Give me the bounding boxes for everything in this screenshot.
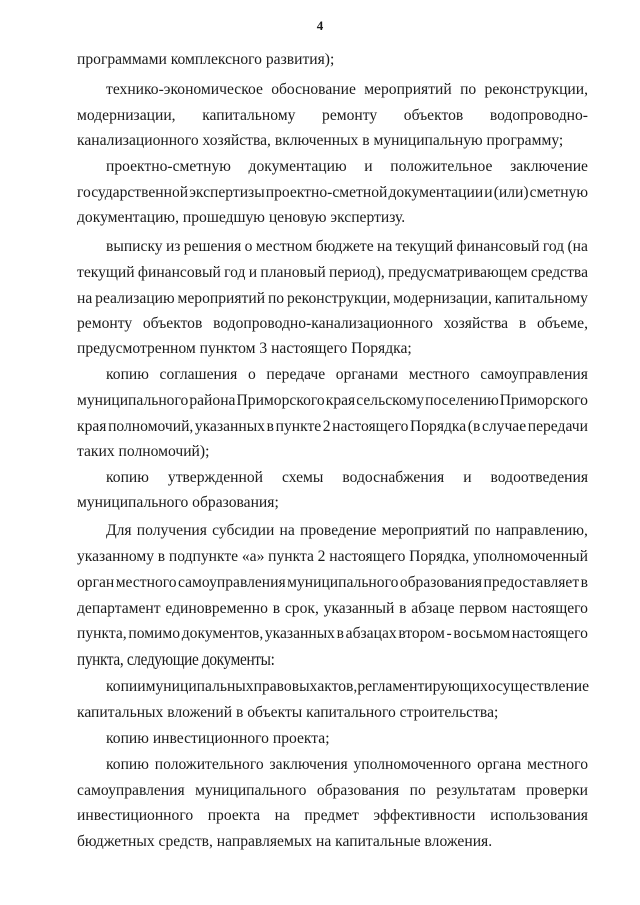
word: проектно-сметную [106, 158, 231, 175]
word: края [325, 392, 356, 409]
word: пункте [275, 418, 322, 435]
word: (на [567, 238, 588, 255]
word: заключения [269, 756, 348, 773]
word: ремонту [77, 315, 133, 332]
word: актов, [317, 678, 358, 695]
word: передачи [527, 418, 588, 435]
text-line [77, 289, 588, 309]
word: пункта, [77, 625, 127, 642]
word: проекта [207, 807, 261, 824]
word: копию [106, 366, 149, 383]
word: финансовый [456, 238, 540, 255]
word: единовременно [165, 600, 268, 617]
word: предмет [304, 807, 359, 824]
word: края [77, 418, 107, 435]
word: Для [106, 522, 132, 539]
text-line [77, 781, 588, 801]
word: средства [530, 264, 588, 281]
word: документов, [181, 625, 264, 642]
word: орган [77, 574, 115, 591]
text-line: капитальных вложений в объекты капитального строительства; [77, 704, 499, 721]
word: осуществление [487, 678, 590, 695]
word: настоящего [332, 418, 409, 435]
text-line [106, 80, 588, 100]
word: использования [490, 807, 588, 824]
word: указанных [194, 418, 266, 435]
word: документации [388, 184, 484, 201]
text-line [106, 677, 588, 697]
word: местного [527, 756, 588, 773]
text-line [106, 237, 588, 257]
word: предусматривающем [388, 264, 528, 281]
word: из [165, 238, 181, 255]
word: субсидии [212, 522, 275, 539]
text-line: предусмотренном пунктом 3 настоящего Порядка; [77, 340, 412, 357]
text-line [77, 417, 588, 437]
word: на [274, 807, 290, 824]
text-line [106, 521, 588, 541]
word: муниципальных [145, 678, 254, 695]
word: хозяйства [443, 315, 509, 332]
text-line [106, 468, 588, 488]
page-number: 4 [316, 18, 324, 33]
word: поселению [425, 392, 499, 409]
word: объектов [142, 315, 203, 332]
word: бюджете [315, 238, 374, 255]
word: правовых [253, 678, 318, 695]
word: проектно-сметной [265, 184, 388, 201]
word: на [77, 290, 93, 307]
word: водоснабжения [342, 469, 445, 486]
word: финансовый [137, 264, 221, 281]
word: в [272, 600, 281, 617]
text-line [77, 263, 588, 283]
word: уполномоченный [473, 548, 588, 565]
word: реализацию [95, 290, 175, 307]
word: капитальному [494, 290, 588, 307]
word: муниципального [195, 782, 307, 799]
word: о [247, 366, 256, 383]
word: на [279, 522, 295, 539]
word: в [580, 574, 588, 591]
word: мероприятий [177, 290, 266, 307]
word: и [463, 469, 472, 486]
word: мероприятий [364, 81, 452, 98]
word: обоснование [271, 81, 356, 98]
word: заключение [510, 158, 588, 175]
word: самоуправления [480, 366, 588, 383]
text-line: копию инвестиционного проекта; [106, 730, 330, 747]
word: указанный [323, 600, 395, 617]
text-line [77, 106, 588, 126]
word: о [244, 238, 253, 255]
word: Приморского [236, 392, 325, 409]
word: реконструкции, [484, 81, 588, 98]
word: модернизации, [393, 290, 492, 307]
word: получения [136, 522, 207, 539]
word: муниципального [77, 392, 189, 409]
word: результатам [436, 782, 516, 799]
text-line [77, 547, 588, 567]
word: выписку [106, 238, 163, 255]
word: абзацах [345, 625, 397, 642]
word: копию [106, 756, 149, 773]
word: 2 [317, 548, 326, 565]
word: восьмом [453, 625, 511, 642]
word: (или) [493, 184, 529, 201]
word: муниципального [287, 574, 399, 591]
word: положительное [390, 158, 493, 175]
text-line: таких полномочий); [77, 443, 210, 460]
text-line [77, 624, 588, 644]
text-line: муниципального образования; [77, 494, 279, 511]
word: документацию [248, 158, 347, 175]
word: год [542, 238, 565, 255]
word: - [446, 625, 452, 642]
word: копии [106, 678, 146, 695]
text-line [106, 365, 588, 385]
word: и [364, 158, 373, 175]
word: ремонту [322, 107, 378, 124]
word: в [336, 625, 345, 642]
word: по [267, 290, 285, 307]
text-line: бюджетных средств, направляемых на капитальные вложения. [77, 833, 493, 850]
word: Порядка [409, 418, 467, 435]
word: уполномоченного [353, 756, 472, 773]
word: утвержденной [167, 469, 263, 486]
word: 2 [322, 418, 331, 435]
word: решения [183, 238, 242, 255]
word: образования [399, 574, 483, 591]
word: местного [408, 366, 470, 383]
word: самоуправления [77, 782, 185, 799]
word: (в [467, 418, 481, 435]
word: департамент [77, 600, 161, 617]
word: объеме, [536, 315, 588, 332]
word: Порядка, [409, 548, 470, 565]
word: органа [477, 756, 522, 773]
word: указанному [77, 548, 154, 565]
word: плановый [260, 264, 326, 281]
word: в [266, 418, 274, 435]
word: схемы [281, 469, 324, 486]
text-line [77, 183, 588, 203]
word: текущий [395, 238, 454, 255]
word: Приморского [499, 392, 588, 409]
word: в [157, 548, 166, 565]
word: настоящего [511, 600, 588, 617]
text-line [77, 573, 588, 593]
word: срок, [284, 600, 319, 617]
text-line: пункта, следующие документы: [77, 649, 275, 669]
text-line: канализационного хозяйства, включенных в муниципальную программу; [77, 132, 564, 149]
word: в [399, 600, 407, 617]
text-line [77, 314, 588, 334]
word: соглашения [159, 366, 238, 383]
word: направлению, [495, 522, 588, 539]
text-line: документацию, прошедшую ценовую экспертизу. [77, 209, 406, 226]
word: образования [316, 782, 400, 799]
word: год [224, 264, 246, 281]
word: втором [398, 625, 445, 642]
word: регламентирующих [357, 678, 488, 695]
word: инвестиционного [77, 807, 194, 824]
word: водопроводно-канализационного [213, 315, 433, 332]
word: текущий [77, 264, 135, 281]
word: положительного [154, 756, 264, 773]
word: случае [481, 418, 527, 435]
word: проверки [526, 782, 588, 799]
text-line: программами комплексного развития); [77, 51, 335, 68]
text-line [106, 157, 588, 177]
word: местном [255, 238, 313, 255]
word: в [518, 315, 527, 332]
word: самоуправления [177, 574, 286, 591]
word: настоящего [329, 548, 406, 565]
word: местного [115, 574, 177, 591]
word: реконструкции, [286, 290, 391, 307]
word: сельскому [356, 392, 425, 409]
word: капитальному [202, 107, 296, 124]
word: предоставляет [483, 574, 580, 591]
word: «а» [241, 548, 265, 565]
word: абзаце [411, 600, 455, 617]
word: и [484, 184, 493, 201]
word: помимо [128, 625, 181, 642]
word: пункта [268, 548, 314, 565]
word: объектов [403, 107, 464, 124]
word: технико-экономическое [106, 81, 263, 98]
word: копию [106, 469, 149, 486]
text-line [77, 806, 588, 826]
word: настоящего [511, 625, 588, 642]
word: по [409, 782, 426, 799]
text-line [106, 755, 588, 775]
word: экспертизы [189, 184, 265, 201]
word: государственной [77, 184, 189, 201]
word: органами [335, 366, 399, 383]
word: водопроводно- [489, 107, 588, 124]
word: полномочий, [108, 418, 194, 435]
word: по [460, 81, 477, 98]
word: указанных [264, 625, 335, 642]
word: проведение [299, 522, 377, 539]
word: первом [459, 600, 507, 617]
word: мероприятий [381, 522, 470, 539]
word: на [377, 238, 393, 255]
text-line [77, 391, 588, 411]
word: передаче [266, 366, 326, 383]
word: района [189, 392, 236, 409]
word: водоотведения [490, 469, 588, 486]
word: модернизации, [77, 107, 176, 124]
word: и [248, 264, 258, 281]
word: по [474, 522, 491, 539]
word: период), [329, 264, 385, 281]
word: сметную [529, 184, 588, 201]
word: эффективности [373, 807, 476, 824]
text-line [77, 599, 588, 619]
word: подпункте [168, 548, 239, 565]
